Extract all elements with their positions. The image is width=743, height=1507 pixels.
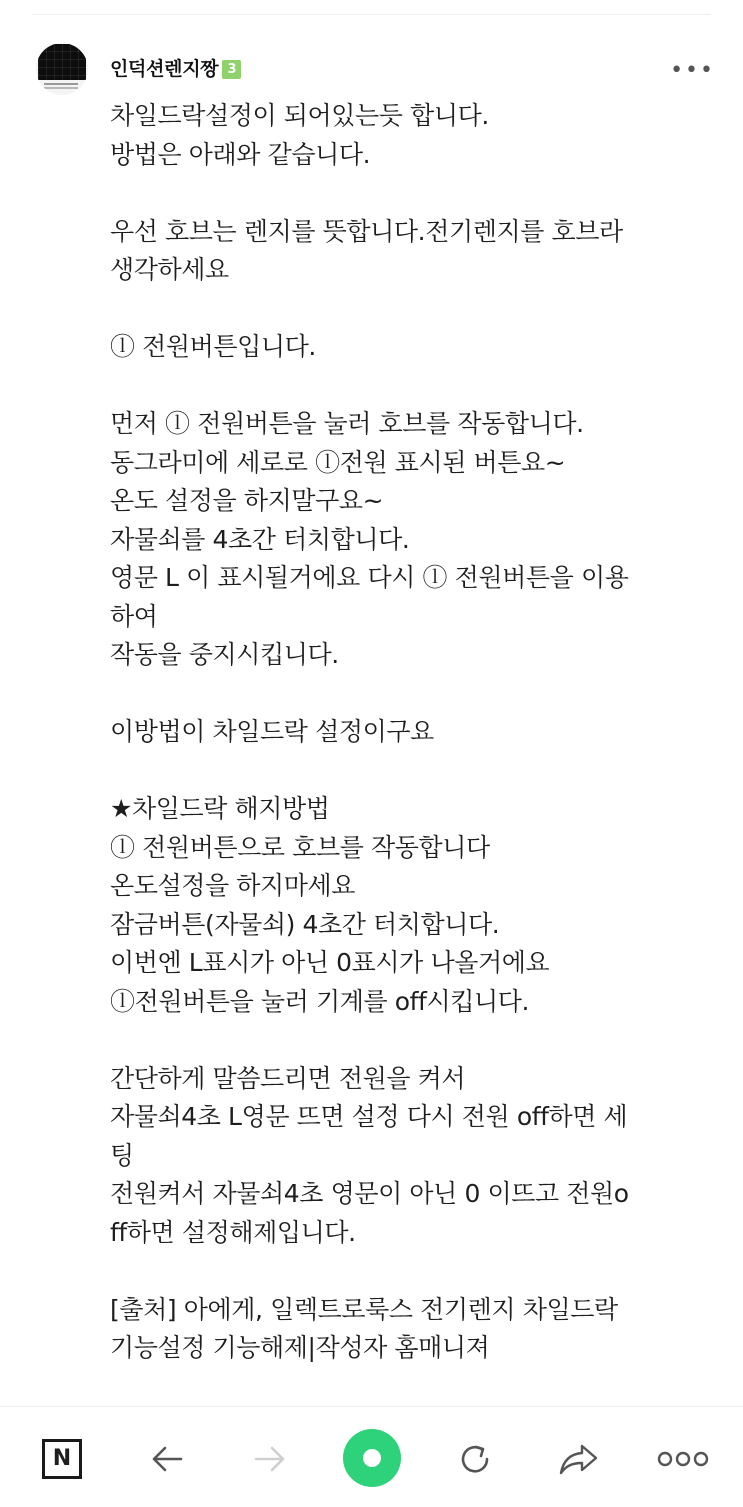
- post-text-line: ⓛ 전원버튼으로 호브를 작동합니다: [110, 832, 490, 862]
- more-icon: [655, 1447, 711, 1471]
- post-text-line: 차일드락설정이 되어있는듯 합니다.: [110, 101, 489, 130]
- more-menu-button[interactable]: [655, 1434, 711, 1484]
- post-blank-line: [110, 290, 710, 329]
- post-blank-line: [110, 675, 710, 714]
- author-name[interactable]: 인덕션렌지짱: [110, 58, 219, 80]
- home-button[interactable]: [343, 1429, 401, 1487]
- reload-button[interactable]: [450, 1434, 500, 1484]
- post-blank-line: [110, 367, 710, 406]
- post-text-line: 방법은 아래와 같습니다.: [110, 139, 371, 169]
- share-icon: [556, 1439, 600, 1479]
- post-text-line: ★차일드락 해지방법: [110, 794, 330, 823]
- post-blank-line: [110, 752, 710, 791]
- post-text-line: 우선 호브는 렌지를 뜻합니다.전기렌지를 호브라: [110, 216, 623, 246]
- post-text-line: 전원켜서 자물쇠4초 영문이 아닌 0 이뜨고 전원o: [110, 1179, 629, 1208]
- author-row[interactable]: [110, 56, 241, 82]
- forward-button[interactable]: [245, 1434, 295, 1484]
- back-button[interactable]: [142, 1434, 192, 1484]
- avatar-image: [38, 44, 86, 80]
- post-text-line: ff하면 설정해제입니다.: [110, 1217, 356, 1247]
- bottom-nav-bar: [0, 1406, 743, 1507]
- post-text-line: 팅: [110, 1140, 134, 1170]
- top-divider: [32, 14, 711, 15]
- reload-icon: [454, 1438, 496, 1480]
- post-text-line: 먼저 ⓛ 전원버튼을 눌러 호브를 작동합니다.: [110, 409, 584, 438]
- post-text-line: 자물쇠4초 L영문 뜨면 설정 다시 전원 off하면 세: [110, 1102, 628, 1131]
- post-text-line: 이방법이 차일드락 설정이구요: [110, 717, 434, 746]
- post-text-line: 온도 설정을 하지말구요~: [110, 486, 384, 515]
- home-dot: [363, 1449, 381, 1467]
- post-text-line: [출처] 아에게, 일렉트로룩스 전기렌지 차일드락: [110, 1294, 618, 1324]
- post-body: [110, 97, 710, 1368]
- back-arrow-icon: [147, 1439, 187, 1479]
- post-text-line: 영문 L 이 표시될거에요 다시 ⓛ 전원버튼을 이용: [110, 563, 629, 592]
- post-text-line: 하여: [110, 601, 158, 631]
- level-badge: 3: [222, 60, 241, 79]
- post-blank-line: [110, 1252, 710, 1291]
- avatar-caption: [44, 83, 78, 85]
- post-text-line: 생각하세요: [110, 255, 229, 284]
- avatar[interactable]: [36, 43, 88, 95]
- post-text-line: ⓛ 전원버튼입니다.: [110, 332, 316, 361]
- more-options-icon[interactable]: •••: [670, 58, 715, 83]
- naver-n-icon: N: [42, 1439, 82, 1479]
- post-text-line: 이번엔 L표시가 아닌 0표시가 나올거에요: [110, 948, 550, 977]
- post-blank-line: [110, 174, 710, 213]
- share-button[interactable]: [553, 1434, 603, 1484]
- post-text-line: 동그라미에 세로로 ⓛ전원 표시된 버튼요~: [110, 447, 566, 477]
- forward-arrow-icon: [250, 1439, 290, 1479]
- post-text-line: 기능설정 기능해제|작성자 홈매니져: [110, 1333, 490, 1362]
- home-circle-icon: [343, 1429, 401, 1487]
- post-text-line: 잠금버튼(자물쇠) 4초간 터치합니다.: [110, 909, 500, 939]
- post-blank-line: [110, 1021, 710, 1060]
- post-text-line: 작동을 중지시킵니다.: [110, 640, 339, 669]
- post-text-line: 온도설정을 하지마세요: [110, 871, 356, 900]
- post-text-line: 자물쇠를 4초간 터치합니다.: [110, 524, 410, 554]
- post-text-line: 간단하게 말씀드리면 전원을 켜서: [110, 1063, 466, 1093]
- naver-n-button[interactable]: [37, 1434, 87, 1484]
- post-text-line: ⓛ전원버튼을 눌러 기계를 off시킵니다.: [110, 986, 529, 1016]
